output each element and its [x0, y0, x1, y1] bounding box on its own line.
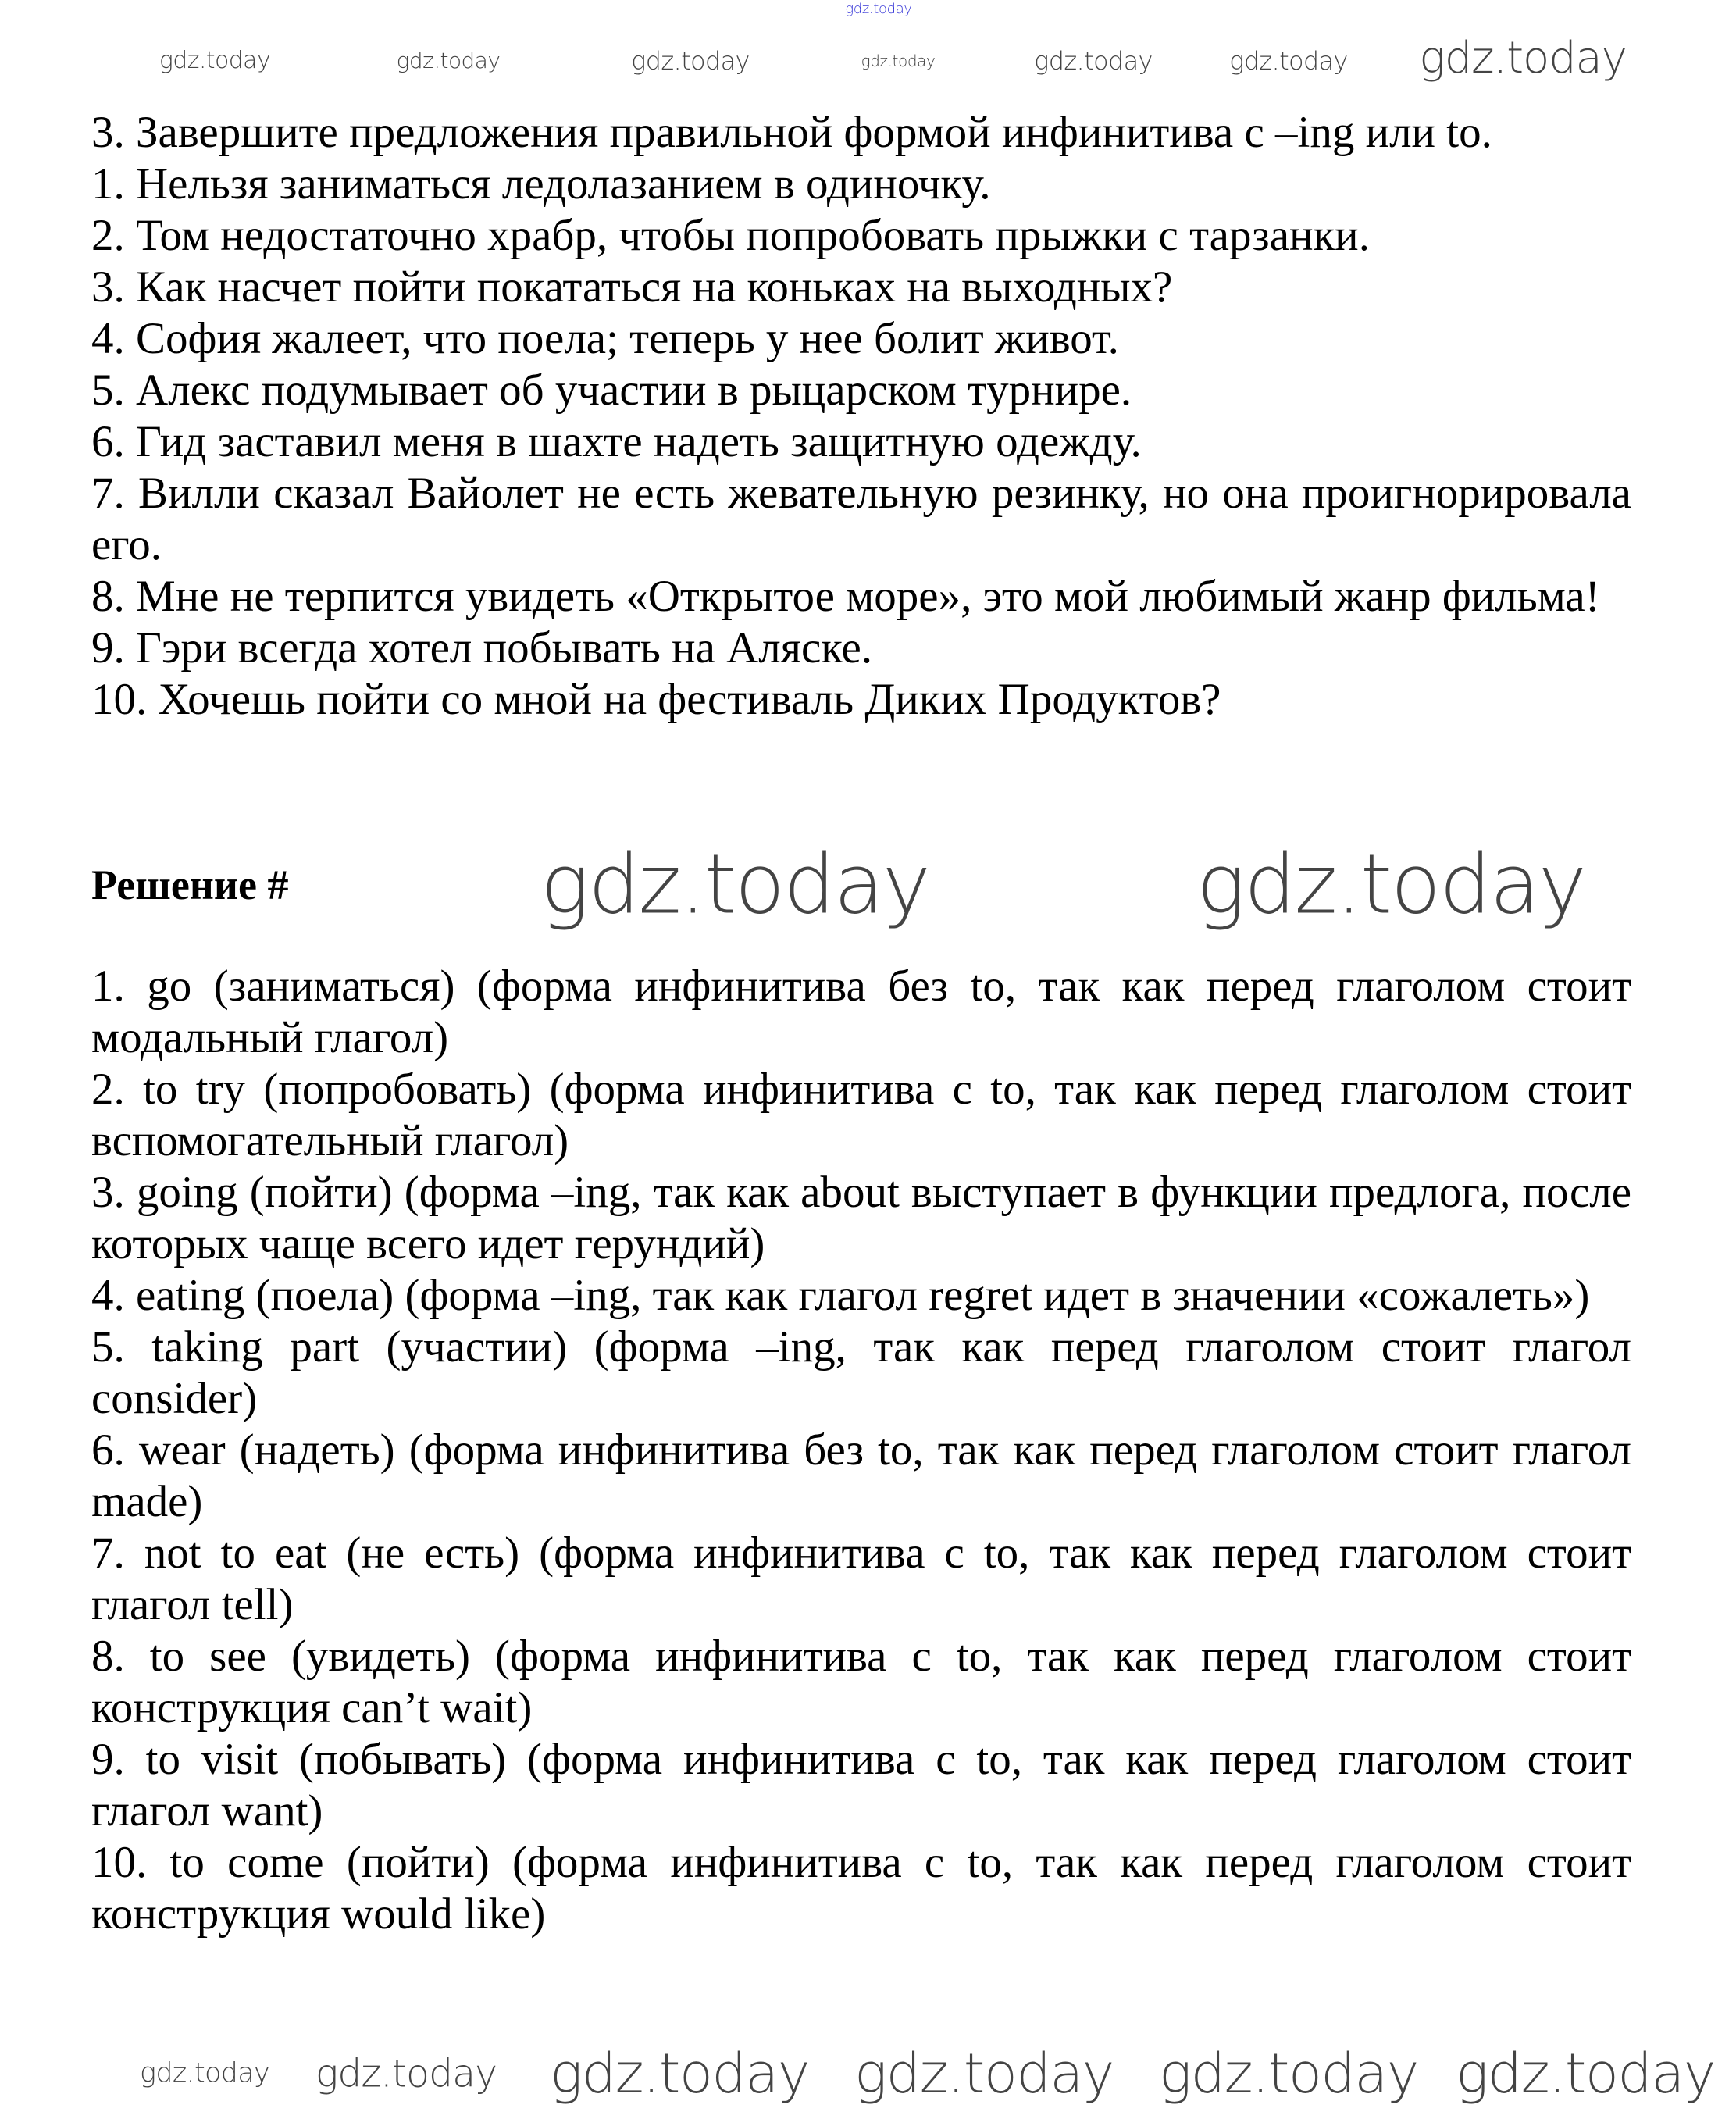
- task-item: 3. Как насчет пойти покататься на коньках на выходных?: [91, 262, 1173, 312]
- solution-item: 10. to come (пойти) (форма инфинитива с to, так как перед глаголом стоит конструкция would like): [91, 1838, 1631, 1939]
- solution-item: 1. go (заниматься) (форма инфинитива без to, так как перед глаголом стоит модальный глагол): [91, 961, 1631, 1062]
- watermark: gdz.today: [845, 1, 912, 17]
- watermark: gdz.today: [315, 2051, 497, 2096]
- task-item: 9. Гэри всегда хотел побывать на Аляске.: [91, 623, 873, 672]
- watermark: gdz.today: [1456, 2042, 1715, 2106]
- watermark: gdz.today: [140, 2057, 269, 2089]
- task-item: 5. Алекс подумывает об участии в рыцарском турнире.: [91, 366, 1132, 415]
- watermark: gdz.today: [1419, 33, 1627, 84]
- watermark: gdz.today: [1034, 46, 1153, 76]
- solution-item: 4. eating (поела) (форма –ing, так как глагол regret идет в значении «сожалеть»): [91, 1271, 1590, 1320]
- watermark: gdz.today: [550, 2042, 809, 2106]
- task-title: 3. Завершите предложения правильной формой инфинитива с –ing или to.: [91, 108, 1492, 157]
- task-section: [91, 107, 1631, 726]
- watermark: gdz.today: [1196, 837, 1585, 933]
- solution-item: 6. wear (надеть) (форма инфинитива без to, так как перед глаголом стоит глагол made): [91, 1425, 1631, 1526]
- watermark: gdz.today: [396, 48, 501, 73]
- watermark: gdz.today: [159, 47, 271, 74]
- watermark: gdz.today: [854, 2042, 1114, 2106]
- solution-section: [91, 961, 1631, 1940]
- solution-item: 5. taking part (участии) (форма –ing, так как перед глаголом стоит глагол consider): [91, 1322, 1631, 1423]
- watermark: gdz.today: [1229, 46, 1348, 76]
- watermark: gdz.today: [1159, 2042, 1418, 2106]
- task-item: 10. Хочешь пойти со мной на фестиваль Диких Продуктов?: [91, 675, 1221, 724]
- solution-item: 2. to try (попробовать) (форма инфинитива с to, так как перед глаголом стоит вспомогательный глагол): [91, 1065, 1631, 1165]
- task-item: 6. Гид заставил меня в шахте надеть защитную одежду.: [91, 417, 1142, 466]
- task-item: 8. Мне не терпится увидеть «Открытое море», это мой любимый жанр фильма!: [91, 572, 1600, 621]
- task-item: 7. Вилли сказал Вайолет не есть жевательную резинку, но она проигнорировала его.: [91, 469, 1631, 569]
- solution-item: 9. to visit (побывать) (форма инфинитива с to, так как перед глаголом стоит глагол want): [91, 1735, 1631, 1835]
- task-item: 2. Том недостаточно храбр, чтобы попробовать прыжки с тарзанки.: [91, 211, 1370, 260]
- watermark: gdz.today: [540, 837, 929, 933]
- solution-heading: Решение #: [91, 862, 289, 908]
- solution-item: 7. not to eat (не есть) (форма инфинитива с to, так как перед глаголом стоит глагол tell): [91, 1529, 1631, 1629]
- watermark: gdz.today: [861, 52, 936, 70]
- task-item: 1. Нельзя заниматься ледолазанием в одиночку.: [91, 159, 991, 209]
- solution-item: 3. going (пойти) (форма –ing, так как about выступает в функции предлога, после которых чаще всего идет герундий): [91, 1168, 1631, 1268]
- solution-item: 8. to see (увидеть) (форма инфинитива с to, так как перед глаголом стоит конструкция can’t wait): [91, 1632, 1631, 1732]
- watermark: gdz.today: [631, 46, 750, 76]
- task-item: 4. София жалеет, что поела; теперь у нее болит живот.: [91, 314, 1119, 363]
